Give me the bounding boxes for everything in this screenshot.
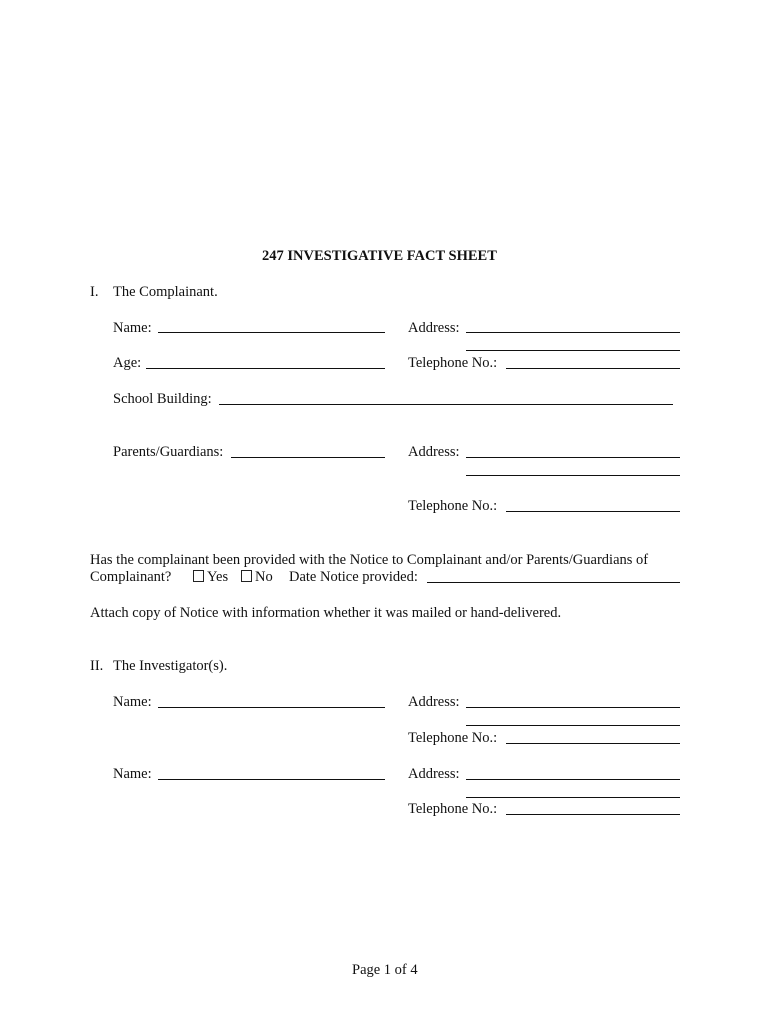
investigator-1-address-field-line2[interactable] — [466, 725, 680, 726]
complainant-address-label: Address: — [408, 320, 460, 336]
investigator-1-name-field[interactable] — [158, 707, 385, 708]
page-number: Page 1 of 4 — [352, 962, 418, 978]
investigator-2-address-label: Address: — [408, 766, 460, 782]
section-2-heading: The Investigator(s). — [113, 658, 228, 674]
school-building-label: School Building: — [113, 391, 212, 407]
section-1-heading: The Complainant. — [113, 284, 218, 300]
notice-question-line1: Has the complainant been provided with the Notice to Complainant and/or Parents/Guardians of — [90, 552, 649, 568]
no-checkbox[interactable] — [241, 570, 252, 582]
notice-no-option[interactable] — [241, 568, 273, 586]
investigator-2-telephone-field[interactable] — [506, 814, 680, 815]
complainant-address-field-line2[interactable] — [466, 350, 680, 351]
parents-telephone-field[interactable] — [506, 511, 680, 512]
investigator-1-telephone-field[interactable] — [506, 743, 680, 744]
investigator-1-address-label: Address: — [408, 694, 460, 710]
complainant-name-field[interactable] — [158, 332, 385, 333]
investigator-1-telephone-label: Telephone No.: — [408, 730, 498, 746]
investigator-1-address-field[interactable] — [466, 707, 680, 708]
investigator-2-telephone-label: Telephone No.: — [408, 801, 498, 817]
investigator-2-address-field[interactable] — [466, 779, 680, 780]
school-building-field[interactable] — [219, 404, 673, 405]
yes-label: Yes — [207, 569, 229, 585]
parents-address-label: Address: — [408, 444, 460, 460]
no-label: No — [255, 569, 273, 585]
investigator-1-name-label: Name: — [113, 694, 152, 710]
section-2-number: II. — [90, 658, 104, 674]
section-1-number: I. — [90, 284, 99, 300]
investigator-2-address-field-line2[interactable] — [466, 797, 680, 798]
parents-address-field[interactable] — [466, 457, 680, 458]
attach-notice-text: Attach copy of Notice with information whether it was mailed or hand-delivered. — [90, 605, 562, 621]
notice-yes-option[interactable] — [193, 568, 228, 586]
complainant-telephone-field[interactable] — [506, 368, 680, 369]
date-notice-label: Date Notice provided: — [289, 569, 418, 585]
yes-checkbox[interactable] — [193, 570, 204, 582]
parents-guardians-field[interactable] — [231, 457, 385, 458]
investigator-2-name-label: Name: — [113, 766, 152, 782]
page-title: 247 INVESTIGATIVE FACT SHEET — [262, 248, 497, 264]
complainant-telephone-label: Telephone No.: — [408, 355, 498, 371]
complainant-age-field[interactable] — [146, 368, 385, 369]
parents-address-field-line2[interactable] — [466, 475, 680, 476]
complainant-name-label: Name: — [113, 320, 152, 336]
notice-question-line2: Complainant? — [90, 569, 172, 585]
date-notice-field[interactable] — [427, 582, 680, 583]
parents-telephone-label: Telephone No.: — [408, 498, 498, 514]
complainant-age-label: Age: — [113, 355, 142, 371]
complainant-address-field[interactable] — [466, 332, 680, 333]
parents-guardians-label: Parents/Guardians: — [113, 444, 224, 460]
investigator-2-name-field[interactable] — [158, 779, 385, 780]
